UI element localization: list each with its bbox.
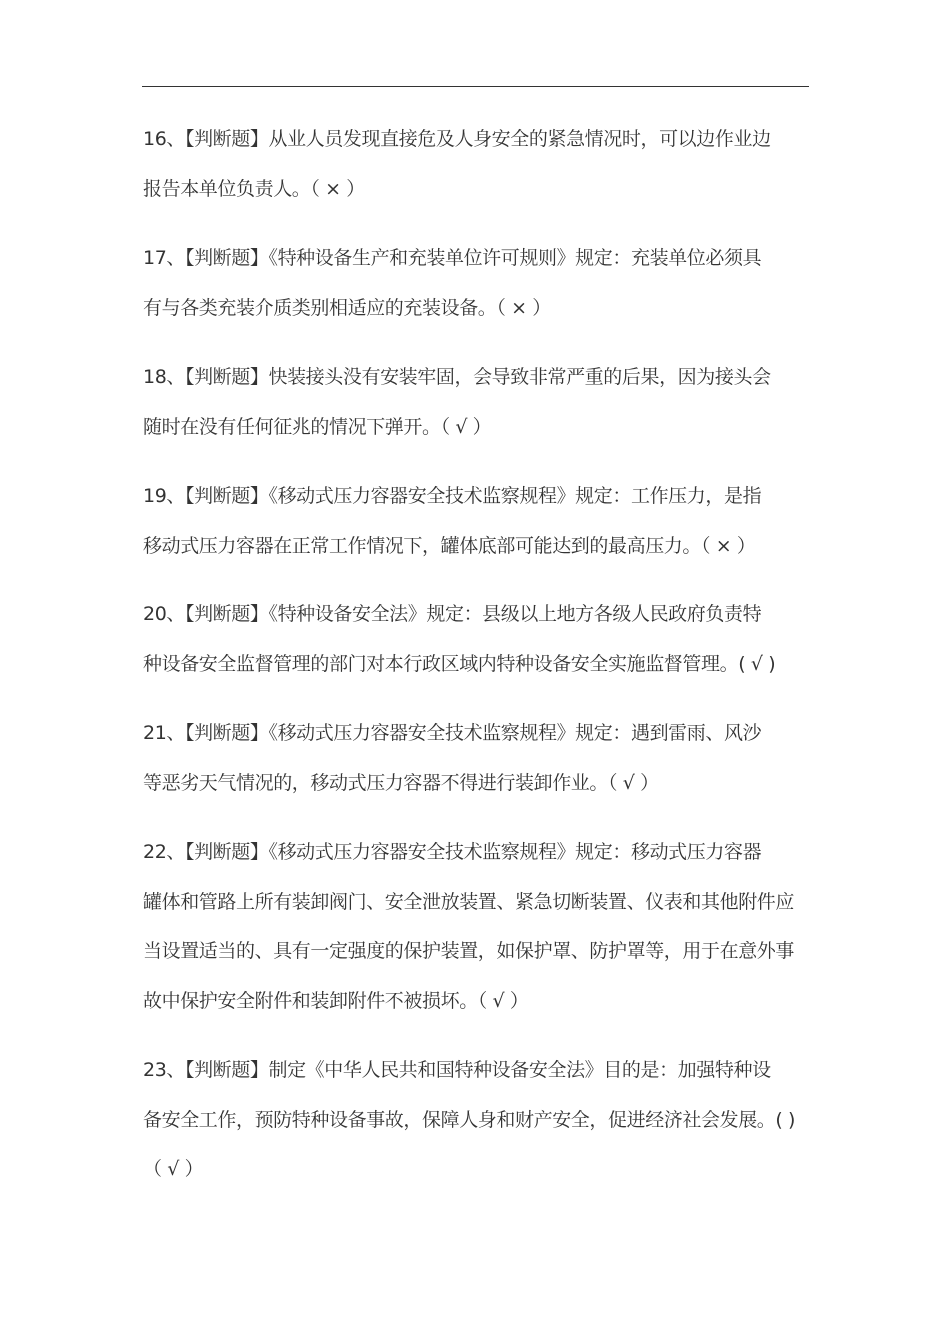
question-text-line: （ √ ） <box>143 1158 204 1180</box>
question-text-line: 16、【判断题】从业人员发现直接危及人身安全的紧急情况时，可以边作业边 <box>143 128 771 150</box>
question-text-line: 当设置适当的、具有一定强度的保护装置，如保护罩、防护罩等，用于在意外事 <box>143 940 795 962</box>
question-text-line: 20、【判断题】《特种设备安全法》规定：县级以上地方各级人民政府负责特 <box>143 603 762 625</box>
question-text-line: 种设备安全监督管理的部门对本行政区域内特种设备安全实施监督管理。( √ ) <box>143 652 776 675</box>
question-text-line: 移动式压力容器在正常工作情况下，罐体底部可能达到的最高压力。（ × ） <box>143 534 756 557</box>
question-23 <box>143 1046 813 1195</box>
question-16 <box>143 115 813 214</box>
question-text-line: 故中保护安全附件和装卸附件不被损坏。（ √ ） <box>143 989 529 1012</box>
question-22 <box>143 828 813 1026</box>
question-text-line: 报告本单位负责人。（ × ） <box>143 177 365 200</box>
question-18 <box>143 353 813 452</box>
header-divider <box>142 86 809 87</box>
question-text-line: 21、【判断题】《移动式压力容器安全技术监察规程》规定：遇到雷雨、风沙 <box>143 722 762 744</box>
question-text-line: 17、【判断题】《特种设备生产和充装单位许可规则》规定：充装单位必须具 <box>143 247 762 269</box>
question-text-line: 19、【判断题】《移动式压力容器安全技术监察规程》规定：工作压力，是指 <box>143 485 762 507</box>
question-17 <box>143 234 813 333</box>
question-text-line: 罐体和管路上所有装卸阀门、安全泄放装置、紧急切断装置、仪表和其他附件应 <box>143 890 795 913</box>
question-text-line: 随时在没有任何征兆的情况下弹开。（ √ ） <box>143 415 492 438</box>
question-text-line: 22、【判断题】《移动式压力容器安全技术监察规程》规定：移动式压力容器 <box>143 841 762 863</box>
question-text-line: 18、【判断题】快装接头没有安装牢固，会导致非常严重的后果，因为接头会 <box>143 366 771 388</box>
question-text-line: 备安全工作，预防特种设备事故，保障人身和财产安全，促进经济社会发展。( ) <box>143 1108 796 1131</box>
question-text-line: 23、【判断题】制定《中华人民共和国特种设备安全法》目的是：加强特种设 <box>143 1059 771 1081</box>
question-20 <box>143 590 813 689</box>
question-text-line: 有与各类充装介质类别相适应的充装设备。（ × ） <box>143 296 551 319</box>
question-text-line: 等恶劣天气情况的，移动式压力容器不得进行装卸作业。（ √ ） <box>143 771 659 794</box>
question-19 <box>143 472 813 571</box>
question-21 <box>143 709 813 808</box>
